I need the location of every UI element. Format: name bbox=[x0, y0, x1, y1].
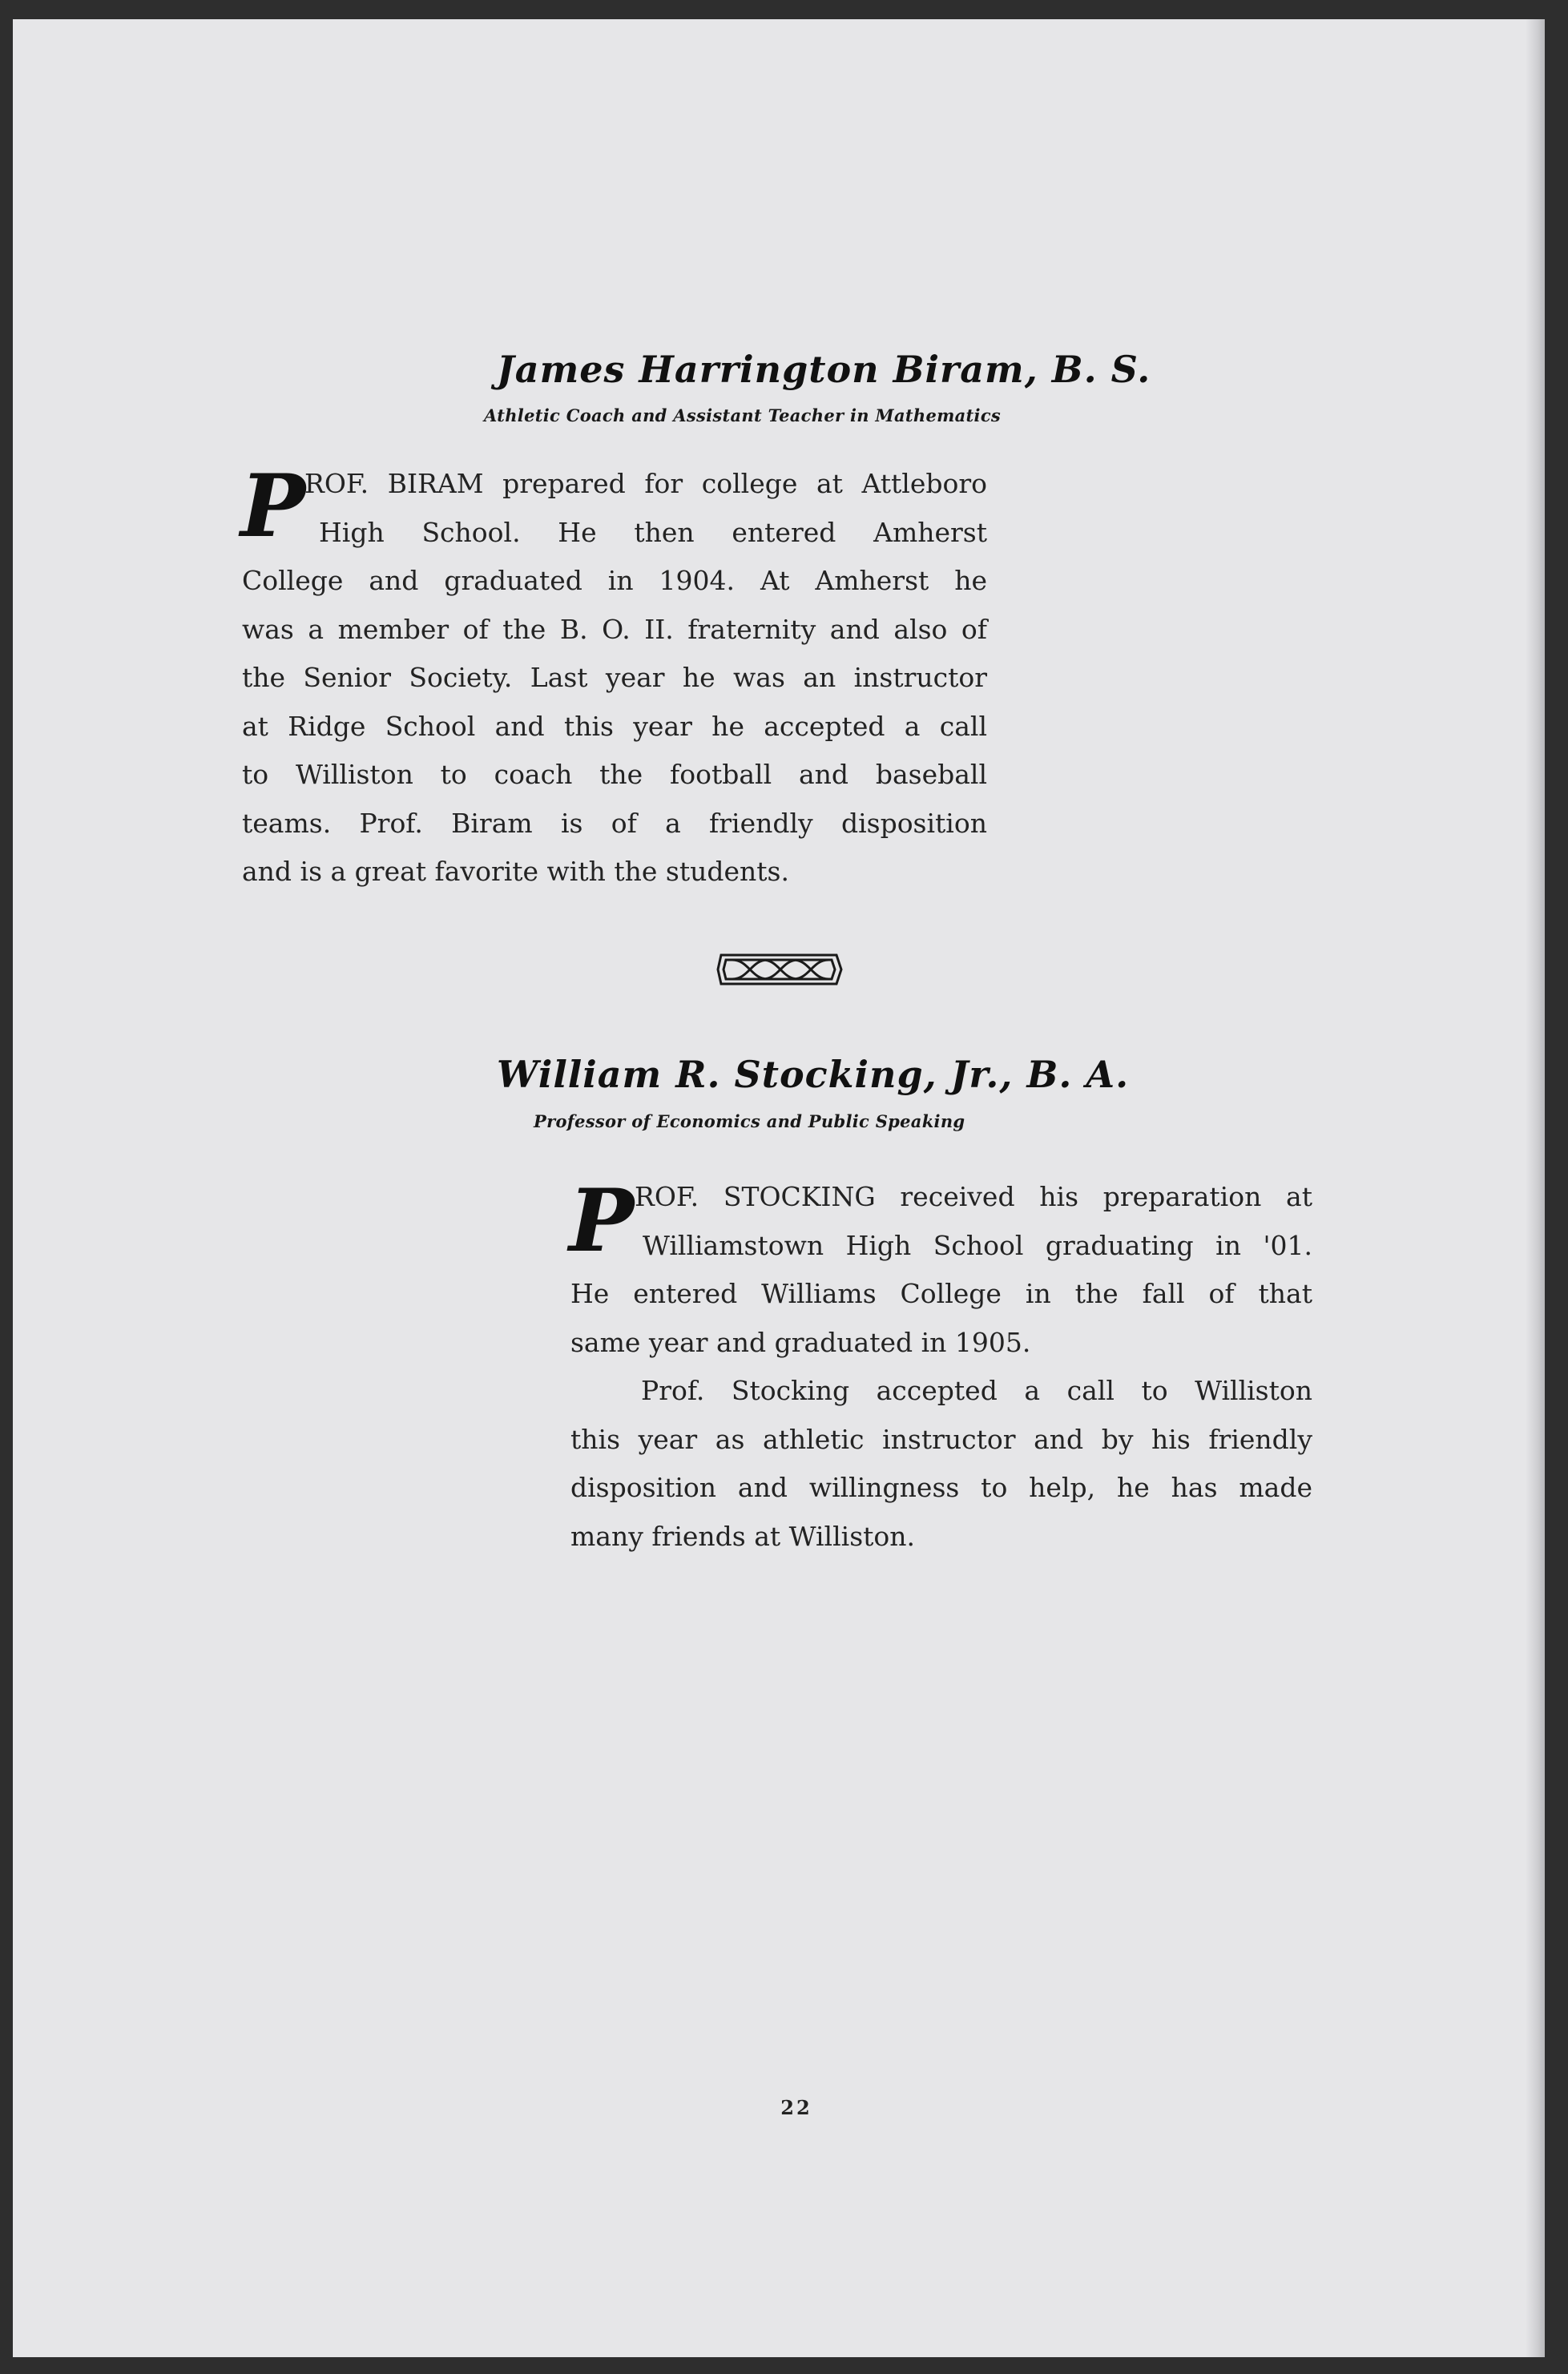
biram-bio-line: and is a great favorite with the students. bbox=[242, 856, 789, 887]
biram-bio-line: High School. He then entered Amherst bbox=[319, 516, 987, 548]
biram-biography bbox=[240, 456, 987, 897]
stocking-bio-line: Prof. Stocking accepted a call to Williston bbox=[641, 1375, 1312, 1406]
document-page bbox=[13, 19, 1545, 2357]
page-number: 22 bbox=[780, 2096, 812, 2119]
biram-drop-cap: P bbox=[240, 456, 306, 557]
biram-bio-line: the Senior Society. Last year he was an instructor bbox=[242, 662, 987, 693]
stocking-title-subheading: Professor of Economics and Public Speaking bbox=[534, 1111, 965, 1131]
stocking-bio-line: disposition and willingness to help, he has made bbox=[570, 1472, 1312, 1503]
stocking-bio-line: ROF. STOCKING received his preparation at bbox=[635, 1181, 1312, 1212]
biram-bio-line: to Williston to coach the football and baseball bbox=[242, 759, 987, 790]
biram-bio-line: College and graduated in 1904. At Amherst he bbox=[242, 565, 987, 596]
stocking-bio-line: Williamstown High School graduating in '01. bbox=[643, 1229, 1312, 1261]
stocking-bio-line: this year as athletic instructor and by his friendly bbox=[570, 1423, 1312, 1455]
stocking-bio-line: He entered Williams College in the fall of that bbox=[570, 1278, 1312, 1309]
interlaced-knot-ornament-icon bbox=[716, 947, 844, 992]
biram-bio-line: ROF. BIRAM prepared for college at Attleboro bbox=[304, 468, 987, 499]
biram-title-subheading: Athletic Coach and Assistant Teacher in Mathematics bbox=[484, 405, 1002, 425]
stocking-name-heading: William R. Stocking, Jr., B. A. bbox=[497, 1053, 1130, 1096]
stocking-biography bbox=[570, 1173, 1312, 1561]
stocking-bio-line: same year and graduated in 1905. bbox=[570, 1326, 1031, 1358]
biram-bio-line: at Ridge School and this year he accepted a call bbox=[242, 710, 987, 742]
biram-bio-line: was a member of the B. O. II. fraternity and also of bbox=[242, 613, 987, 645]
stocking-bio-line: many friends at Williston. bbox=[570, 1520, 916, 1552]
page-edge-shadow bbox=[1526, 19, 1545, 2357]
biram-bio-line: teams. Prof. Biram is of a friendly disposition bbox=[242, 807, 987, 839]
biram-name-heading: James Harrington Biram, B. S. bbox=[497, 348, 1151, 391]
stocking-drop-cap: P bbox=[569, 1171, 635, 1272]
